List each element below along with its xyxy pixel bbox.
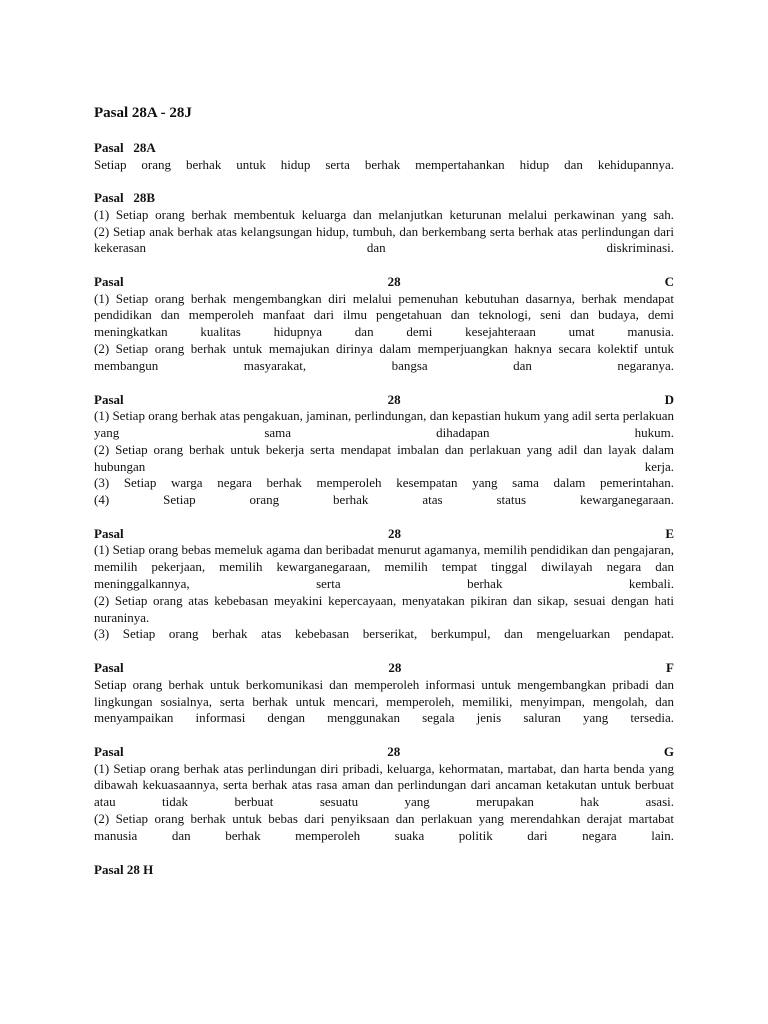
- paragraph: (1) Setiap orang berhak atas perlindungan diri pribadi, keluarga, kehormatan, martabat, dan harta benda yang dibawah kekuasaannya, serta berhak atas rasa aman dan perlindungan dari ancaman ketakutan untuk berbuat atau tidak berbuat sesuatu yang merupakan hak asasi.: [94, 760, 674, 810]
- section-heading: [94, 526, 674, 543]
- section-heading: [94, 660, 674, 677]
- section-heading: [94, 274, 674, 291]
- section-heading: Pasal 28A: [94, 140, 156, 155]
- paragraph: (1) Setiap orang berhak atas pengakuan, jaminan, perlindungan, dan kepastian hukum yang adil serta perlakuan yang sama dihadapan hukum.: [94, 408, 674, 440]
- section-heading: [94, 392, 674, 409]
- paragraph: Setiap orang berhak untuk berkomunikasi dan memperoleh informasi untuk mengembangkan pribadi dan lingkungan sosialnya, serta berhak untuk mencari, memperoleh, memiliki, menyimpan, mengolah, dan menyampaikan informasi dengan menggunakan segala jenis saluran yang tersedia.: [94, 676, 674, 726]
- heading-word: Pasal: [94, 525, 124, 541]
- paragraph: (2) Setiap orang berhak untuk memajukan dirinya dalam memperjuangkan haknya secara kolektif untuk membangun masyarakat, bangsa dan negaranya.: [94, 341, 674, 373]
- heading-number: 28: [387, 391, 401, 407]
- heading-letter: G: [663, 744, 674, 760]
- section-pasal-28c: [94, 274, 674, 374]
- heading-letter: D: [664, 391, 674, 407]
- heading-number: 28: [387, 274, 401, 290]
- paragraph: (4) Setiap orang berhak atas status kewarganegaraan.: [94, 492, 674, 508]
- section-pasal-28h: [94, 862, 674, 879]
- heading-letter: E: [665, 525, 674, 541]
- section-pasal-28e: [94, 526, 674, 643]
- heading-number: 28: [388, 660, 402, 676]
- paragraph: (2) Setiap anak berhak atas kelangsungan hidup, tumbuh, dan berkembang serta berhak atas perlindungan dari kekerasan dan diskriminasi.: [94, 223, 674, 256]
- section-pasal-28b: [94, 190, 674, 257]
- paragraph: (3) Setiap warga negara berhak memperoleh kesempatan yang sama dalam pemerintahan.: [94, 475, 674, 491]
- paragraph: (2) Setiap orang atas kebebasan meyakini kepercayaan, menyatakan pikiran dan sikap, sesuai dengan hati nuraninya.: [94, 592, 674, 625]
- section-heading: [94, 744, 674, 761]
- heading-word: Pasal: [94, 274, 124, 290]
- section-pasal-28d: [94, 392, 674, 509]
- paragraph: Setiap orang berhak untuk hidup serta berhak mempertahankan hidup dan kehidupannya.: [94, 156, 674, 172]
- heading-letter: C: [664, 274, 674, 290]
- section-heading: Pasal 28 H: [94, 861, 154, 877]
- section-pasal-28a: [94, 140, 674, 173]
- heading-letter: F: [666, 660, 674, 676]
- heading-word: Pasal: [94, 744, 124, 760]
- paragraph: (1) Setiap orang berhak mengembangkan diri melalui pemenuhan kebutuhan dasarnya, berhak mendapat pendidikan dan memperoleh manfaat dari ilmu pengetahuan dan teknologi, seni dan budaya, demi meningkatkan kualitas hidupnya dan demi kesejahteraan umat manusia.: [94, 290, 674, 340]
- document-title: Pasal 28A - 28J: [94, 105, 192, 121]
- section-pasal-28g: [94, 744, 674, 844]
- paragraph: (2) Setiap orang berhak untuk bebas dari penyiksaan dan perlakuan yang merendahkan derajat martabat manusia dan berhak memperoleh suaka politik dari negara lain.: [94, 811, 674, 843]
- paragraph: (2) Setiap orang berhak untuk bekerja serta mendapat imbalan dan perlakuan yang adil dan layak dalam hubungan kerja.: [94, 441, 674, 474]
- paragraph: (1) Setiap orang berhak membentuk keluarga dan melanjutkan keturunan melalui perkawinan yang sah.: [94, 206, 674, 222]
- paragraph: (1) Setiap orang bebas memeluk agama dan beribadat menurut agamanya, memilih pendidikan dan pengajaran, memilih pekerjaan, memilih kewarganegaraan, memilih tempat tinggal diwilayah negara dan meninggalkannya, serta berhak kembali.: [94, 542, 674, 592]
- paragraph: (3) Setiap orang berhak atas kebebasan berserikat, berkumpul, dan mengeluarkan pendapat.: [94, 626, 674, 642]
- section-pasal-28f: [94, 660, 674, 727]
- section-heading: Pasal 28B: [94, 190, 156, 206]
- heading-word: Pasal: [94, 391, 124, 407]
- heading-word: Pasal: [94, 660, 124, 676]
- heading-number: 28: [387, 744, 401, 760]
- heading-number: 28: [387, 525, 401, 541]
